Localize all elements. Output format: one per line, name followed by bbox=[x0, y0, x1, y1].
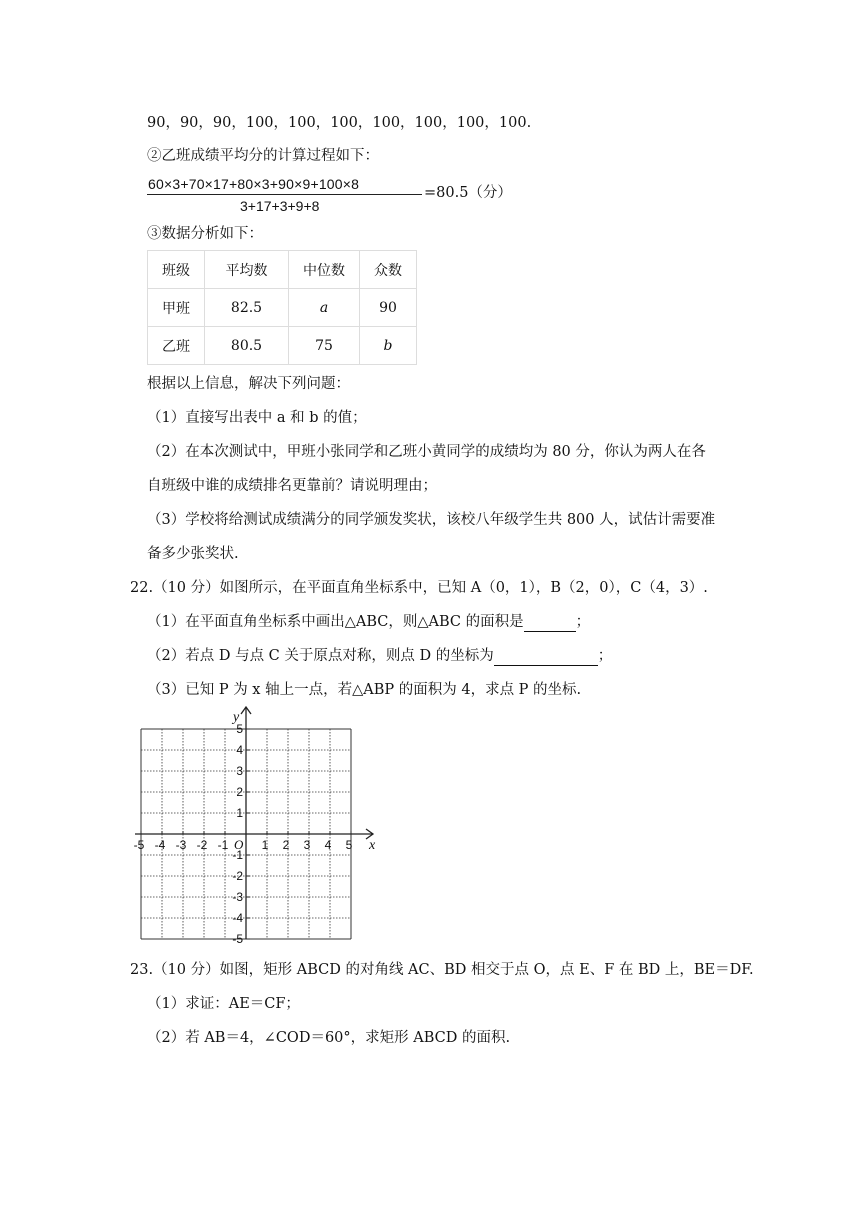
calc-intro-line: ②乙班成绩平均分的计算过程如下： bbox=[147, 148, 379, 164]
table-cell: 75 bbox=[289, 327, 360, 365]
x-tick-label: 3 bbox=[303, 838, 311, 852]
question-22-part-1-end: ； bbox=[575, 614, 591, 630]
question-22-part-2-end: ； bbox=[597, 648, 613, 664]
answer-blank bbox=[524, 615, 576, 632]
x-axis-label: x bbox=[369, 838, 376, 853]
x-tick-label: 5 bbox=[345, 838, 353, 852]
x-tick-label: -4 bbox=[154, 838, 166, 852]
question-22-part-1-text: （1）在平面直角坐标系中画出△ABC，则△ABC 的面积是 bbox=[147, 614, 524, 630]
y-tick-label: 5 bbox=[236, 722, 243, 736]
question-part-1: （1）直接写出表中 a 和 b 的值； bbox=[147, 410, 367, 426]
y-axis-label: y bbox=[233, 710, 240, 725]
table-header-cell: 平均数 bbox=[205, 251, 289, 289]
question-22-part-2 bbox=[147, 646, 612, 666]
data-list-line: 90，90，90，100，100，100，100，100，100，100. bbox=[147, 115, 532, 131]
table-cell: 90 bbox=[360, 289, 417, 327]
formula-denominator: 3+17+3+9+8 bbox=[240, 198, 320, 214]
y-tick-label: -4 bbox=[232, 911, 243, 925]
y-tick-label: 1 bbox=[236, 806, 243, 820]
x-tick-label: 1 bbox=[261, 838, 269, 852]
stats-table bbox=[147, 250, 417, 365]
y-tick-label: -3 bbox=[232, 890, 243, 904]
question-23-part-2: （2）若 AB＝4，∠COD＝60°，求矩形 ABCD 的面积. bbox=[147, 1030, 511, 1046]
table-header-cell: 众数 bbox=[360, 251, 417, 289]
x-tick-label: -3 bbox=[175, 838, 187, 852]
table-row bbox=[148, 289, 417, 327]
x-tick-label: -5 bbox=[133, 838, 145, 852]
question-23: 23.（10 分）如图，矩形 ABCD 的对角线 AC、BD 相交于点 O，点 E、F 在 BD 上，BE＝DF. bbox=[130, 962, 754, 978]
y-tick-label: 4 bbox=[236, 743, 243, 757]
question-23-part-1: （1）求证：AE＝CF； bbox=[147, 996, 300, 1012]
table-cell: a bbox=[289, 289, 360, 327]
formula-numerator: 60×3+70×17+80×3+90×9+100×8 bbox=[148, 176, 360, 192]
y-tick-label: -1 bbox=[232, 848, 243, 862]
question-22-part-1 bbox=[147, 612, 590, 632]
y-tick-label: -2 bbox=[232, 869, 243, 883]
table-cell: 乙班 bbox=[148, 327, 205, 365]
table-header-cell: 班级 bbox=[148, 251, 205, 289]
table-header-row bbox=[148, 251, 417, 289]
formula-result: =80.5（分） bbox=[424, 185, 512, 201]
instruction-line: 根据以上信息，解决下列问题： bbox=[147, 376, 350, 392]
answer-blank bbox=[494, 649, 598, 666]
table-cell: 82.5 bbox=[205, 289, 289, 327]
y-tick-label: 3 bbox=[236, 764, 243, 778]
x-tick-label: -1 bbox=[217, 838, 229, 852]
origin-label: O bbox=[234, 837, 244, 852]
question-part-3: （3）学校将给测试成绩满分的同学颁发奖状，该校八年级学生共 800 人，试估计需要准 bbox=[147, 512, 716, 528]
question-22: 22.（10 分）如图所示，在平面直角坐标系中，已知 A（0，1），B（2，0），C（4，3）. bbox=[130, 580, 708, 596]
question-22-part-2-text: （2）若点 D 与点 C 关于原点对称，则点 D 的坐标为 bbox=[147, 648, 494, 664]
x-tick-label: 2 bbox=[282, 838, 290, 852]
table-header-cell: 中位数 bbox=[289, 251, 360, 289]
x-tick-label: -2 bbox=[196, 838, 208, 852]
table-cell: 甲班 bbox=[148, 289, 205, 327]
table-cell: b bbox=[360, 327, 417, 365]
coordinate-grid bbox=[133, 700, 400, 950]
question-22-part-3: （3）已知 P 为 x 轴上一点，若△ABP 的面积为 4，求点 P 的坐标. bbox=[147, 682, 582, 698]
question-part-2: （2）在本次测试中，甲班小张同学和乙班小黄同学的成绩均为 80 分，你认为两人在各 bbox=[147, 444, 706, 460]
question-part-3-cont: 备多少张奖状. bbox=[147, 546, 239, 562]
y-tick-label: 2 bbox=[236, 785, 243, 799]
analysis-intro-line: ③数据分析如下： bbox=[147, 226, 263, 242]
table-cell: 80.5 bbox=[205, 327, 289, 365]
question-part-2-cont: 自班级中谁的成绩排名更靠前？请说明理由； bbox=[147, 478, 437, 494]
fraction-bar bbox=[147, 194, 422, 195]
table-row bbox=[148, 327, 417, 365]
x-tick-label: 4 bbox=[324, 838, 332, 852]
y-tick-label: -5 bbox=[232, 932, 243, 946]
